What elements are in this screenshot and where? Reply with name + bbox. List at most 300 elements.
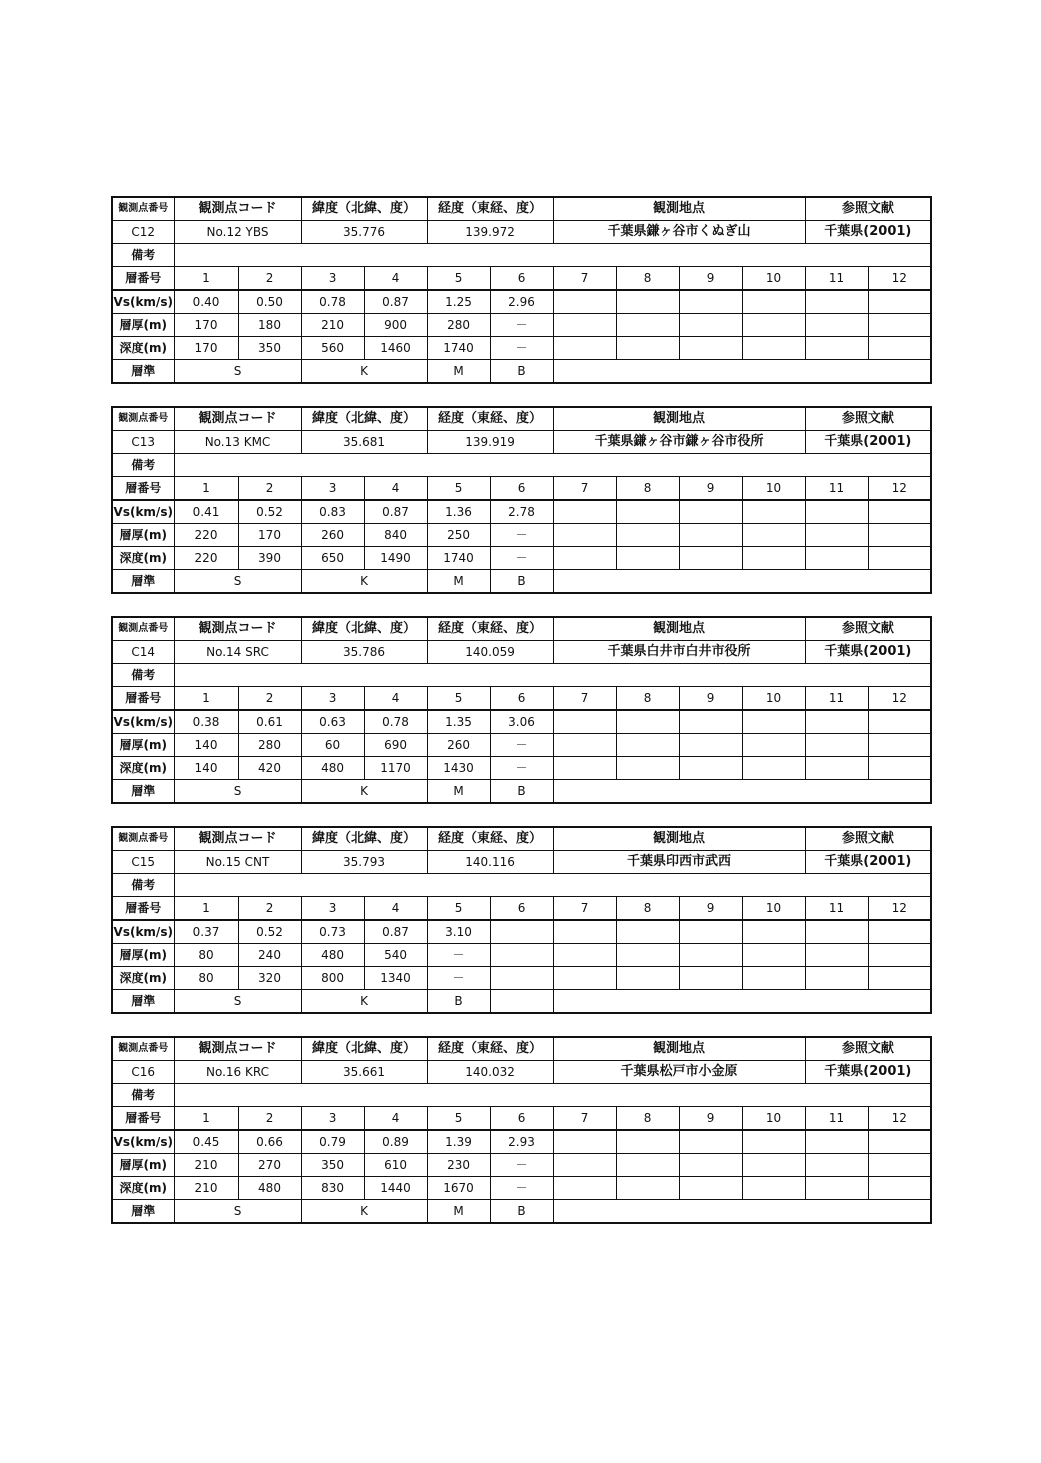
vs-layer-9 — [679, 290, 742, 314]
longitude-value: 140.032 — [427, 1061, 553, 1084]
layer-number-5: 5 — [427, 477, 490, 501]
depth-layer-8 — [616, 967, 679, 990]
depth-row — [112, 757, 931, 780]
layer-number-6: 6 — [490, 477, 553, 501]
stratum-row — [112, 990, 931, 1014]
layer-number-6: 6 — [490, 267, 553, 291]
thickness-layer-10 — [742, 524, 805, 547]
remarks-value — [174, 1084, 931, 1107]
depth-layer-6 — [490, 967, 553, 990]
vs-layer-7 — [553, 500, 616, 524]
longitude-header: 経度（東経、度） — [427, 197, 553, 221]
vs-layer-1: 0.45 — [174, 1130, 238, 1154]
vs-layer-8 — [616, 1130, 679, 1154]
vs-layer-4: 0.89 — [364, 1130, 427, 1154]
vs-layer-1: 0.38 — [174, 710, 238, 734]
thickness-layer-11 — [805, 944, 868, 967]
layer-number-6: 6 — [490, 897, 553, 921]
vs-layer-9 — [679, 1130, 742, 1154]
layer-number-4: 4 — [364, 267, 427, 291]
vs-layer-8 — [616, 920, 679, 944]
station-code-header: 観測点コード — [174, 197, 301, 221]
layer-number-12: 12 — [868, 477, 931, 501]
layer-number-11: 11 — [805, 897, 868, 921]
vs-layer-10 — [742, 500, 805, 524]
layer-number-11: 11 — [805, 267, 868, 291]
stratum-m: M — [427, 1200, 490, 1224]
depth-layer-3: 480 — [301, 757, 364, 780]
layer-number-2: 2 — [238, 687, 301, 711]
header-row — [112, 827, 931, 851]
stratum-label: 層準 — [112, 1200, 174, 1224]
depth-row — [112, 1177, 931, 1200]
layer-number-12: 12 — [868, 1107, 931, 1131]
layer-number-12: 12 — [868, 897, 931, 921]
vs-layer-11 — [805, 290, 868, 314]
station-no: C13 — [112, 431, 174, 454]
location-value: 千葉県鎌ヶ谷市くぬぎ山 — [553, 221, 805, 244]
thickness-layer-12 — [868, 734, 931, 757]
stratum-label: 層準 — [112, 360, 174, 384]
vs-row — [112, 1130, 931, 1154]
thickness-layer-2: 180 — [238, 314, 301, 337]
stratum-k: K — [301, 570, 427, 594]
depth-layer-3: 650 — [301, 547, 364, 570]
layer-number-12: 12 — [868, 687, 931, 711]
depth-layer-7 — [553, 337, 616, 360]
depth-layer-7 — [553, 757, 616, 780]
vs-label: Vs(km/s) — [112, 290, 174, 314]
thickness-layer-11 — [805, 524, 868, 547]
layer-number-2: 2 — [238, 1107, 301, 1131]
depth-layer-6: － — [490, 1177, 553, 1200]
header-row — [112, 407, 931, 431]
thickness-layer-3: 210 — [301, 314, 364, 337]
layer-number-7: 7 — [553, 267, 616, 291]
vs-layer-3: 0.78 — [301, 290, 364, 314]
vs-label: Vs(km/s) — [112, 500, 174, 524]
depth-layer-11 — [805, 967, 868, 990]
remarks-label: 備考 — [112, 874, 174, 897]
stratum-s: S — [174, 360, 301, 384]
thickness-layer-6: － — [490, 1154, 553, 1177]
layer-number-4: 4 — [364, 1107, 427, 1131]
stratum-rest — [553, 570, 931, 594]
layer-number-11: 11 — [805, 477, 868, 501]
depth-layer-9 — [679, 757, 742, 780]
station-table-c13 — [111, 406, 932, 594]
layer-number-row — [112, 897, 931, 921]
stratum-m: B — [427, 990, 490, 1014]
remarks-value — [174, 244, 931, 267]
vs-layer-6: 2.78 — [490, 500, 553, 524]
layer-number-1: 1 — [174, 267, 238, 291]
reference-header: 参照文献 — [805, 197, 931, 221]
thickness-row — [112, 944, 931, 967]
vs-row — [112, 710, 931, 734]
station-tables — [111, 196, 931, 1224]
stratum-k: K — [301, 780, 427, 804]
layer-number-9: 9 — [679, 267, 742, 291]
station-table-c12 — [111, 196, 932, 384]
layer-number-10: 10 — [742, 687, 805, 711]
layer-number-5: 5 — [427, 687, 490, 711]
depth-layer-5: 1670 — [427, 1177, 490, 1200]
thickness-layer-6: － — [490, 734, 553, 757]
depth-label: 深度(m) — [112, 547, 174, 570]
depth-layer-5: 1430 — [427, 757, 490, 780]
layer-number-9: 9 — [679, 477, 742, 501]
depth-label: 深度(m) — [112, 1177, 174, 1200]
thickness-layer-2: 270 — [238, 1154, 301, 1177]
depth-row — [112, 967, 931, 990]
stratum-k: K — [301, 1200, 427, 1224]
reference-header: 参照文献 — [805, 407, 931, 431]
reference-value: 千葉県(2001) — [805, 641, 931, 664]
thickness-layer-7 — [553, 734, 616, 757]
stratum-m: M — [427, 780, 490, 804]
depth-layer-6: － — [490, 337, 553, 360]
layer-number-9: 9 — [679, 1107, 742, 1131]
thickness-layer-12 — [868, 944, 931, 967]
thickness-layer-8 — [616, 314, 679, 337]
vs-layer-6 — [490, 920, 553, 944]
latitude-value: 35.776 — [301, 221, 427, 244]
layer-number-4: 4 — [364, 477, 427, 501]
layer-number-7: 7 — [553, 1107, 616, 1131]
station-code: No.14 SRC — [174, 641, 301, 664]
thickness-layer-7 — [553, 524, 616, 547]
longitude-value: 140.116 — [427, 851, 553, 874]
location-header: 観測地点 — [553, 827, 805, 851]
thickness-layer-12 — [868, 524, 931, 547]
stratum-b: B — [490, 780, 553, 804]
layer-number-9: 9 — [679, 687, 742, 711]
vs-layer-7 — [553, 290, 616, 314]
layer-number-12: 12 — [868, 267, 931, 291]
thickness-layer-11 — [805, 734, 868, 757]
layer-number-7: 7 — [553, 687, 616, 711]
layer-number-row — [112, 687, 931, 711]
header-row — [112, 197, 931, 221]
vs-layer-9 — [679, 920, 742, 944]
station-no-header: 観測点番号 — [112, 197, 174, 221]
remarks-label: 備考 — [112, 244, 174, 267]
depth-layer-9 — [679, 967, 742, 990]
depth-layer-10 — [742, 967, 805, 990]
info-row — [112, 641, 931, 664]
longitude-header: 経度（東経、度） — [427, 1037, 553, 1061]
remarks-row — [112, 454, 931, 477]
layer-number-5: 5 — [427, 1107, 490, 1131]
header-row — [112, 1037, 931, 1061]
layer-number-8: 8 — [616, 687, 679, 711]
vs-layer-8 — [616, 710, 679, 734]
thickness-layer-10 — [742, 944, 805, 967]
layer-number-10: 10 — [742, 1107, 805, 1131]
location-value: 千葉県白井市白井市役所 — [553, 641, 805, 664]
layer-number-2: 2 — [238, 267, 301, 291]
thickness-layer-11 — [805, 1154, 868, 1177]
remarks-label: 備考 — [112, 454, 174, 477]
thickness-layer-8 — [616, 1154, 679, 1177]
longitude-header: 経度（東経、度） — [427, 617, 553, 641]
vs-layer-7 — [553, 710, 616, 734]
location-header: 観測地点 — [553, 197, 805, 221]
depth-layer-4: 1340 — [364, 967, 427, 990]
depth-layer-8 — [616, 757, 679, 780]
station-code: No.15 CNT — [174, 851, 301, 874]
thickness-layer-12 — [868, 1154, 931, 1177]
vs-layer-3: 0.63 — [301, 710, 364, 734]
thickness-row — [112, 1154, 931, 1177]
layer-number-3: 3 — [301, 897, 364, 921]
layer-number-3: 3 — [301, 477, 364, 501]
vs-layer-2: 0.50 — [238, 290, 301, 314]
longitude-value: 139.919 — [427, 431, 553, 454]
station-no: C16 — [112, 1061, 174, 1084]
depth-layer-1: 170 — [174, 337, 238, 360]
thickness-layer-1: 210 — [174, 1154, 238, 1177]
depth-layer-1: 140 — [174, 757, 238, 780]
layer-number-2: 2 — [238, 897, 301, 921]
layer-number-5: 5 — [427, 267, 490, 291]
layer-number-3: 3 — [301, 1107, 364, 1131]
station-no-header: 観測点番号 — [112, 617, 174, 641]
thickness-layer-4: 840 — [364, 524, 427, 547]
remarks-value — [174, 874, 931, 897]
thickness-layer-5: － — [427, 944, 490, 967]
vs-layer-6: 3.06 — [490, 710, 553, 734]
stratum-row — [112, 360, 931, 384]
thickness-layer-3: 260 — [301, 524, 364, 547]
station-code-header: 観測点コード — [174, 827, 301, 851]
stratum-m: M — [427, 360, 490, 384]
layer-no-label: 層番号 — [112, 477, 174, 501]
location-value: 千葉県鎌ヶ谷市鎌ヶ谷市役所 — [553, 431, 805, 454]
latitude-value: 35.661 — [301, 1061, 427, 1084]
stratum-b: B — [490, 570, 553, 594]
vs-layer-5: 1.39 — [427, 1130, 490, 1154]
vs-row — [112, 290, 931, 314]
layer-number-8: 8 — [616, 477, 679, 501]
depth-layer-7 — [553, 547, 616, 570]
vs-layer-9 — [679, 710, 742, 734]
depth-layer-7 — [553, 1177, 616, 1200]
depth-layer-4: 1170 — [364, 757, 427, 780]
depth-layer-4: 1490 — [364, 547, 427, 570]
vs-layer-7 — [553, 920, 616, 944]
layer-number-row — [112, 477, 931, 501]
depth-layer-2: 420 — [238, 757, 301, 780]
depth-layer-8 — [616, 337, 679, 360]
vs-layer-11 — [805, 500, 868, 524]
layer-number-3: 3 — [301, 687, 364, 711]
thickness-layer-9 — [679, 944, 742, 967]
depth-layer-4: 1460 — [364, 337, 427, 360]
vs-layer-10 — [742, 710, 805, 734]
stratum-row — [112, 780, 931, 804]
depth-layer-12 — [868, 337, 931, 360]
layer-number-11: 11 — [805, 1107, 868, 1131]
depth-row — [112, 337, 931, 360]
depth-layer-1: 220 — [174, 547, 238, 570]
depth-label: 深度(m) — [112, 757, 174, 780]
layer-number-4: 4 — [364, 897, 427, 921]
vs-layer-12 — [868, 290, 931, 314]
latitude-header: 緯度（北緯、度） — [301, 197, 427, 221]
vs-layer-11 — [805, 920, 868, 944]
station-table-c16 — [111, 1036, 932, 1224]
thickness-layer-9 — [679, 1154, 742, 1177]
vs-layer-6: 2.96 — [490, 290, 553, 314]
vs-layer-2: 0.66 — [238, 1130, 301, 1154]
depth-layer-10 — [742, 1177, 805, 1200]
header-row — [112, 617, 931, 641]
thickness-row — [112, 524, 931, 547]
thickness-layer-12 — [868, 314, 931, 337]
depth-layer-12 — [868, 967, 931, 990]
reference-header: 参照文献 — [805, 1037, 931, 1061]
layer-no-label: 層番号 — [112, 687, 174, 711]
station-no-header: 観測点番号 — [112, 1037, 174, 1061]
thickness-layer-6 — [490, 944, 553, 967]
vs-layer-9 — [679, 500, 742, 524]
latitude-value: 35.793 — [301, 851, 427, 874]
layer-number-row — [112, 1107, 931, 1131]
depth-layer-11 — [805, 337, 868, 360]
longitude-header: 経度（東経、度） — [427, 407, 553, 431]
stratum-b: B — [490, 360, 553, 384]
info-row — [112, 1061, 931, 1084]
stratum-row — [112, 1200, 931, 1224]
remarks-row — [112, 874, 931, 897]
layer-number-row — [112, 267, 931, 291]
layer-number-7: 7 — [553, 897, 616, 921]
station-no: C15 — [112, 851, 174, 874]
depth-layer-6: － — [490, 757, 553, 780]
thickness-layer-1: 220 — [174, 524, 238, 547]
depth-layer-10 — [742, 757, 805, 780]
station-no-header: 観測点番号 — [112, 827, 174, 851]
depth-layer-1: 210 — [174, 1177, 238, 1200]
thickness-layer-4: 540 — [364, 944, 427, 967]
depth-layer-3: 800 — [301, 967, 364, 990]
vs-layer-2: 0.61 — [238, 710, 301, 734]
layer-number-1: 1 — [174, 687, 238, 711]
depth-layer-2: 480 — [238, 1177, 301, 1200]
vs-layer-2: 0.52 — [238, 920, 301, 944]
vs-layer-5: 1.25 — [427, 290, 490, 314]
vs-layer-8 — [616, 500, 679, 524]
info-row — [112, 221, 931, 244]
vs-layer-4: 0.78 — [364, 710, 427, 734]
vs-layer-12 — [868, 920, 931, 944]
thickness-label: 層厚(m) — [112, 1154, 174, 1177]
vs-layer-12 — [868, 1130, 931, 1154]
layer-number-3: 3 — [301, 267, 364, 291]
depth-label: 深度(m) — [112, 337, 174, 360]
layer-no-label: 層番号 — [112, 1107, 174, 1131]
depth-layer-7 — [553, 967, 616, 990]
stratum-row — [112, 570, 931, 594]
vs-layer-3: 0.79 — [301, 1130, 364, 1154]
thickness-layer-7 — [553, 944, 616, 967]
remarks-row — [112, 244, 931, 267]
depth-layer-1: 80 — [174, 967, 238, 990]
depth-layer-2: 390 — [238, 547, 301, 570]
thickness-layer-8 — [616, 944, 679, 967]
vs-layer-7 — [553, 1130, 616, 1154]
thickness-layer-2: 240 — [238, 944, 301, 967]
vs-layer-3: 0.83 — [301, 500, 364, 524]
thickness-layer-9 — [679, 314, 742, 337]
reference-header: 参照文献 — [805, 827, 931, 851]
layer-no-label: 層番号 — [112, 897, 174, 921]
stratum-rest — [553, 360, 931, 384]
depth-layer-5: 1740 — [427, 547, 490, 570]
info-row — [112, 851, 931, 874]
location-header: 観測地点 — [553, 617, 805, 641]
vs-label: Vs(km/s) — [112, 920, 174, 944]
layer-number-5: 5 — [427, 897, 490, 921]
remarks-label: 備考 — [112, 1084, 174, 1107]
vs-layer-2: 0.52 — [238, 500, 301, 524]
thickness-layer-7 — [553, 1154, 616, 1177]
vs-layer-4: 0.87 — [364, 500, 427, 524]
station-table-c15 — [111, 826, 932, 1014]
longitude-value: 139.972 — [427, 221, 553, 244]
stratum-m: M — [427, 570, 490, 594]
layer-number-11: 11 — [805, 687, 868, 711]
thickness-layer-7 — [553, 314, 616, 337]
station-code-header: 観測点コード — [174, 1037, 301, 1061]
depth-layer-6: － — [490, 547, 553, 570]
depth-layer-5: － — [427, 967, 490, 990]
vs-row — [112, 500, 931, 524]
thickness-layer-3: 60 — [301, 734, 364, 757]
reference-header: 参照文献 — [805, 617, 931, 641]
station-no: C14 — [112, 641, 174, 664]
vs-layer-10 — [742, 290, 805, 314]
depth-layer-10 — [742, 337, 805, 360]
vs-layer-12 — [868, 500, 931, 524]
thickness-layer-10 — [742, 734, 805, 757]
location-header: 観測地点 — [553, 407, 805, 431]
thickness-layer-5: 250 — [427, 524, 490, 547]
layer-number-6: 6 — [490, 687, 553, 711]
depth-layer-9 — [679, 1177, 742, 1200]
thickness-layer-1: 170 — [174, 314, 238, 337]
stratum-s: S — [174, 990, 301, 1014]
vs-layer-1: 0.41 — [174, 500, 238, 524]
thickness-layer-2: 280 — [238, 734, 301, 757]
thickness-layer-1: 140 — [174, 734, 238, 757]
vs-layer-3: 0.73 — [301, 920, 364, 944]
longitude-value: 140.059 — [427, 641, 553, 664]
depth-layer-11 — [805, 1177, 868, 1200]
reference-value: 千葉県(2001) — [805, 851, 931, 874]
vs-layer-5: 1.36 — [427, 500, 490, 524]
stratum-rest — [553, 990, 931, 1014]
station-table-c14 — [111, 616, 932, 804]
thickness-label: 層厚(m) — [112, 524, 174, 547]
layer-number-9: 9 — [679, 897, 742, 921]
thickness-layer-6: － — [490, 314, 553, 337]
thickness-layer-8 — [616, 524, 679, 547]
layer-number-1: 1 — [174, 1107, 238, 1131]
stratum-k: K — [301, 990, 427, 1014]
